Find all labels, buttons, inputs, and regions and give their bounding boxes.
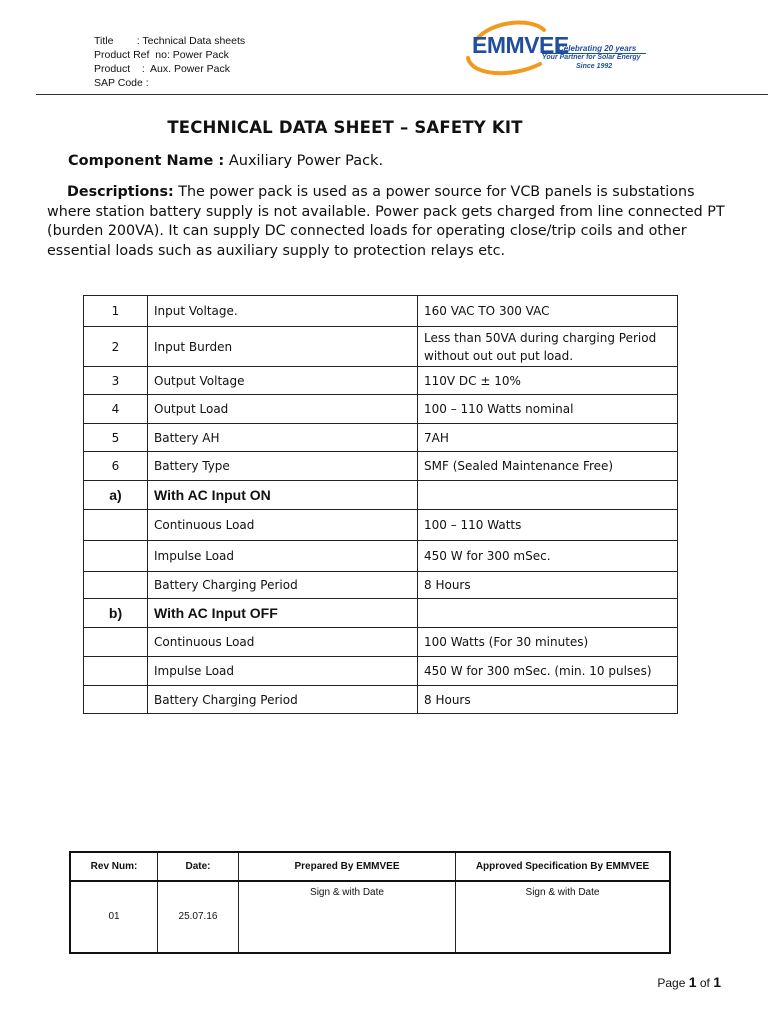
row-parameter: With AC Input ON xyxy=(148,481,418,510)
row-value: SMF (Sealed Maintenance Free) xyxy=(418,452,678,481)
approved-sign: Sign & with Date xyxy=(456,881,671,953)
table-row xyxy=(84,424,678,452)
row-parameter: Continuous Load xyxy=(148,510,418,541)
revision-body-row xyxy=(70,881,670,953)
section-row-ac-on xyxy=(84,481,678,510)
page-label: Page xyxy=(657,976,689,990)
row-parameter: Output Voltage xyxy=(148,367,418,395)
table-row xyxy=(84,541,678,572)
row-parameter: Input Burden xyxy=(148,327,418,367)
row-number xyxy=(84,628,148,657)
table-row xyxy=(84,572,678,599)
table-row xyxy=(84,510,678,541)
row-value: 8 Hours xyxy=(418,572,678,599)
meta-product: Product : Aux. Power Pack xyxy=(94,63,230,75)
row-parameter: Battery Charging Period xyxy=(148,686,418,714)
table-row xyxy=(84,296,678,327)
rev-num-header: Rev Num: xyxy=(70,852,158,881)
row-number xyxy=(84,572,148,599)
row-number xyxy=(84,541,148,572)
row-parameter: Input Voltage. xyxy=(148,296,418,327)
row-value: 110V DC ± 10% xyxy=(418,367,678,395)
row-parameter: Continuous Load xyxy=(148,628,418,657)
spec-table xyxy=(83,295,678,714)
row-value: 450 W for 300 mSec. (min. 10 pulses) xyxy=(418,657,678,686)
revision-header-row xyxy=(70,852,670,881)
row-number: a) xyxy=(84,481,148,510)
component-name-value: Auxiliary Power Pack. xyxy=(224,153,384,169)
row-number: 5 xyxy=(84,424,148,452)
table-row xyxy=(84,686,678,714)
row-number xyxy=(84,657,148,686)
revision-table xyxy=(69,851,671,954)
row-number: 4 xyxy=(84,395,148,424)
row-number xyxy=(84,510,148,541)
row-value: 7AH xyxy=(418,424,678,452)
row-value: Less than 50VA during charging Period without out out put load. xyxy=(418,327,678,367)
row-parameter: Battery Type xyxy=(148,452,418,481)
row-value xyxy=(418,599,678,628)
prepared-by-header: Prepared By EMMVEE xyxy=(239,852,456,881)
row-number: 6 xyxy=(84,452,148,481)
row-value: 450 W for 300 mSec. xyxy=(418,541,678,572)
logo-tagline-1: Celebrating 20 years xyxy=(558,44,637,53)
row-parameter: Battery AH xyxy=(148,424,418,452)
logo-tagline-2: Your Partner for Solar Energy xyxy=(542,54,641,61)
row-number: 2 xyxy=(84,327,148,367)
page-current: 1 xyxy=(688,974,697,990)
document-meta xyxy=(94,34,245,90)
row-parameter: With AC Input OFF xyxy=(148,599,418,628)
prepared-sign: Sign & with Date xyxy=(239,881,456,953)
page-of: of xyxy=(696,976,714,990)
meta-title: Title : Technical Data sheets xyxy=(94,35,246,47)
table-row xyxy=(84,395,678,424)
row-number: 3 xyxy=(84,367,148,395)
description-paragraph xyxy=(47,183,727,261)
date-header: Date: xyxy=(158,852,239,881)
table-row xyxy=(84,367,678,395)
approved-by-header: Approved Specification By EMMVEE xyxy=(456,852,671,881)
row-value: 100 – 110 Watts xyxy=(418,510,678,541)
meta-product-ref: Product Ref no: Power Pack xyxy=(94,49,229,61)
logo-wordmark: EMMVEE xyxy=(472,32,569,58)
row-number xyxy=(84,686,148,714)
emmvee-logo xyxy=(462,18,652,80)
table-row xyxy=(84,327,678,367)
row-value: 100 – 110 Watts nominal xyxy=(418,395,678,424)
row-parameter: Impulse Load xyxy=(148,657,418,686)
component-name-label: Component Name : xyxy=(68,153,225,169)
page-total: 1 xyxy=(713,974,721,990)
header-divider xyxy=(36,94,768,95)
page-number xyxy=(657,974,721,990)
row-parameter: Impulse Load xyxy=(148,541,418,572)
component-name-line xyxy=(68,153,383,169)
rev-num-value: 01 xyxy=(70,881,158,953)
page-title: TECHNICAL DATA SHEET – SAFETY KIT xyxy=(167,118,523,137)
logo-tagline-3: Since 1992 xyxy=(576,63,613,70)
row-number: 1 xyxy=(84,296,148,327)
row-value: 160 VAC TO 300 VAC xyxy=(418,296,678,327)
description-label: Descriptions: xyxy=(67,184,174,200)
table-row xyxy=(84,657,678,686)
row-value: 8 Hours xyxy=(418,686,678,714)
date-value: 25.07.16 xyxy=(158,881,239,953)
table-row xyxy=(84,452,678,481)
row-parameter: Output Load xyxy=(148,395,418,424)
table-row xyxy=(84,628,678,657)
section-row-ac-off xyxy=(84,599,678,628)
description-text: The power pack is used as a power source for VCB panels is substations where station battery supply is not available. Power pack gets charged from line connected PT (burden 200VA). It can supply DC connected loads for operating close/trip coils and other essential loads such as auxiliary supply to protection relays etc. xyxy=(47,184,725,259)
row-value: 100 Watts (For 30 minutes) xyxy=(418,628,678,657)
meta-sap-code: SAP Code : xyxy=(94,77,149,89)
row-parameter: Battery Charging Period xyxy=(148,572,418,599)
row-value xyxy=(418,481,678,510)
row-number: b) xyxy=(84,599,148,628)
